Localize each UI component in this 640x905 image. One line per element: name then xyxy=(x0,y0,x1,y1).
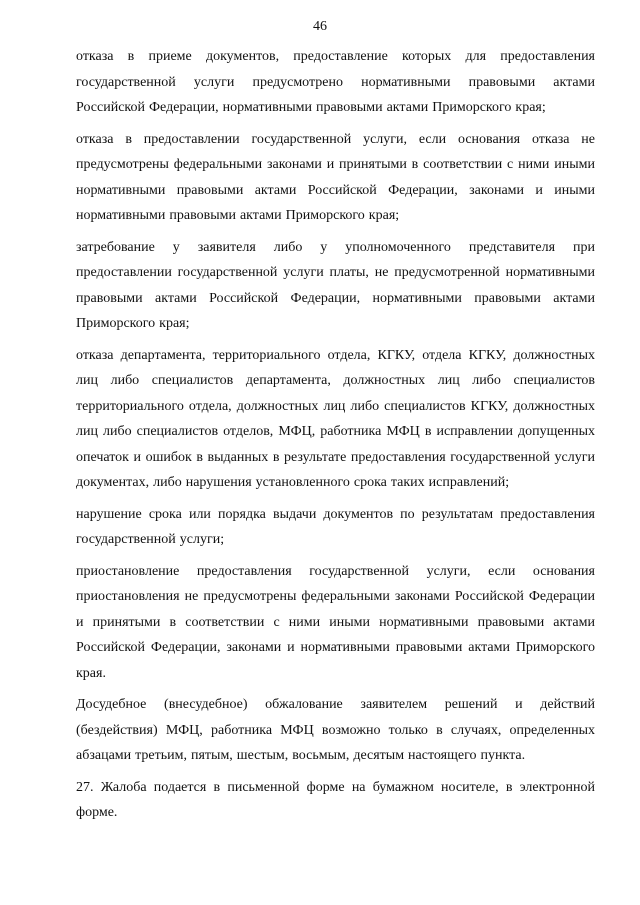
paragraph-pretrial-appeal: Досудебное (внесудебное) обжалование заявителем решений и действий (бездействия) МФЦ, работника МФЦ возможно только в случаях, определенных абзацами третьим, пятым, шестым, восьмым, десятым настоящего пункта. xyxy=(76,697,595,763)
paragraph-issue-violation: нарушение срока или порядка выдачи документов по результатам предоставления государственной услуги; xyxy=(76,506,595,547)
paragraph-complaint-form: 27. Жалоба подается в письменной форме на бумажном носителе, в электронной форме. xyxy=(76,779,595,820)
paragraph-fee-demand: затребование у заявителя либо у уполномоченного представителя при предоставлении государственной услуги платы, не предусмотренной нормативными правовыми актами Российской Федерации, нормативными правовыми актами Приморского края; xyxy=(76,239,595,331)
paragraph-refusal-corrections: отказа департамента, территориального отдела, КГКУ, отдела КГКУ, должностных лиц либо специалистов департамента, должностных лиц либо специалистов территориального отдела, должностных лиц либо специалистов КГКУ, должностных лиц либо специалистов отделов, МФЦ, работника МФЦ в исправлении допущенных опечаток и ошибок в выданных в результате предоставления государственной услуги документах, либо нарушения установленного срока таких исправлений; xyxy=(76,347,595,490)
paragraph-refusal-documents: отказа в приеме документов, предоставление которых для предоставления государственной услуги предусмотрено нормативными правовыми актами Российской Федерации, нормативными правовыми актами Приморского края; xyxy=(76,49,595,115)
page-number: 46 xyxy=(313,19,327,34)
paragraph-suspension: приостановление предоставления государственной услуги, если основания приостановления не предусмотрены федеральными законами Российской Федерации и принятыми в соответствии с ними иными нормативными правовыми актами Российской Федерации, законами и нормативными правовыми актами Приморского края. xyxy=(76,563,595,681)
document-body xyxy=(76,44,595,832)
paragraph-refusal-service: отказа в предоставлении государственной услуги, если основания отказа не предусмотрены федеральными законами и принятыми в соответствии с ними иными нормативными правовыми актами Российской Федерации, законами и иными нормативными правовыми актами Приморского края; xyxy=(76,131,595,223)
